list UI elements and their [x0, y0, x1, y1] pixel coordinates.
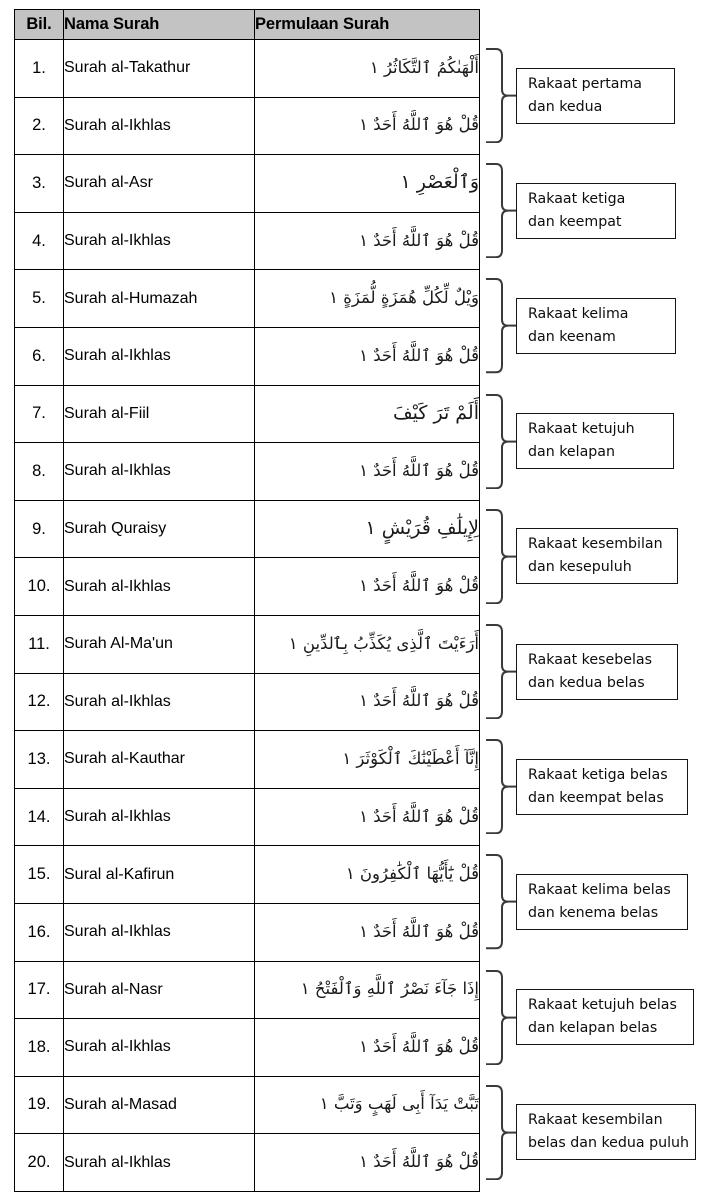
rakaat-label-line-1: Rakaat kelima belas: [528, 882, 671, 898]
rakaat-label-box: [516, 644, 678, 700]
row-number: 16.: [15, 903, 64, 961]
row-number: 8.: [15, 443, 64, 501]
surah-name: Surah al-Takathur: [64, 40, 255, 98]
surah-opening-cell: [255, 155, 480, 213]
row-number: 9.: [15, 500, 64, 558]
surah-name: Surah al-Ikhlas: [64, 903, 255, 961]
table-row: [15, 846, 480, 904]
surah-opening-cell: [255, 961, 480, 1019]
surah-opening-cell: [255, 673, 480, 731]
rakaat-label-box: [516, 989, 694, 1045]
surah-opening-arabic: وَيْلٌ لِّكُلِّ هُمَزَةٍ لُّمَزَةٍ ١: [329, 288, 479, 308]
surah-opening-arabic: قُلْ هُوَ ٱللَّهُ أَحَدٌ ١: [359, 806, 479, 826]
group-brace-icon: [484, 854, 520, 949]
surah-opening-arabic: قُلْ هُوَ ٱللَّهُ أَحَدٌ ١: [359, 230, 479, 250]
table-row: [15, 615, 480, 673]
row-number: 20.: [15, 1134, 64, 1192]
surah-opening-arabic: إِذَا جَآءَ نَصْرُ ٱللَّهِ وَٱلْفَتْحُ ١: [300, 979, 479, 999]
table-row: [15, 903, 480, 961]
surah-name: Surah al-Ikhlas: [64, 212, 255, 270]
group-brace-icon: [484, 163, 520, 258]
column-header-nama-surah: Nama Surah: [64, 10, 255, 40]
surah-name: Surah Quraisy: [64, 500, 255, 558]
surah-name: Surah al-Nasr: [64, 961, 255, 1019]
surah-opening-arabic: أَرَءَيْتَ ٱلَّذِى يُكَذِّبُ بِٱلدِّينِ ١: [288, 633, 479, 653]
surah-opening-cell: [255, 327, 480, 385]
rakaat-label-line-1: Rakaat ketiga: [528, 190, 626, 207]
row-number: 18.: [15, 1019, 64, 1077]
surah-opening-cell: [255, 443, 480, 501]
surah-opening-arabic: إِنَّآ أَعْطَيْنَٰكَ ٱلْكَوْثَرَ ١: [342, 748, 479, 768]
rakaat-label-line-2: dan keempat belas: [528, 789, 664, 806]
table-row: [15, 212, 480, 270]
table-row: [15, 500, 480, 558]
column-header-bil: Bil.: [15, 10, 64, 40]
surah-opening-cell: [255, 846, 480, 904]
rakaat-label-line-1: Rakaat kelima: [528, 306, 629, 322]
surah-opening-cell: [255, 212, 480, 270]
table-row: [15, 385, 480, 443]
surah-name: Surah al-Ikhlas: [64, 673, 255, 731]
header-row: [15, 10, 480, 40]
surah-opening-cell: [255, 1134, 480, 1192]
group-brace-icon: [484, 509, 520, 604]
surah-opening-arabic: أَلْهَىٰكُمُ ٱلتَّكَاثُرُ ١: [369, 57, 479, 77]
table-row: [15, 558, 480, 616]
surah-name: Surah Al-Ma'un: [64, 615, 255, 673]
table-row: [15, 961, 480, 1019]
surah-opening-arabic: قُلْ هُوَ ٱللَّهُ أَحَدٌ ١: [359, 115, 479, 135]
rakaat-label-box: [516, 298, 676, 354]
table-body: [15, 40, 480, 1192]
table-row: [15, 155, 480, 213]
rakaat-label-line-2: dan kelapan belas: [528, 1020, 658, 1037]
rakaat-label-line-1: Rakaat pertama: [528, 75, 643, 92]
surah-opening-arabic: قُلْ هُوَ ٱللَّهُ أَحَدٌ ١: [359, 460, 479, 480]
rakaat-label-line-1: Rakaat kesembilan: [528, 536, 663, 553]
group-brace-icon: [484, 1085, 520, 1180]
rakaat-label-line-1: Rakaat kesembilan: [528, 1112, 663, 1129]
surah-opening-arabic: قُلْ هُوَ ٱللَّهُ أَحَدٌ ١: [359, 1152, 479, 1172]
row-number: 6.: [15, 327, 64, 385]
table-row: [15, 1076, 480, 1134]
rakaat-label-line-2: dan keempat: [528, 213, 622, 230]
surah-opening-arabic: قُلْ يَٰٓأَيُّهَا ٱلْكَٰفِرُونَ ١: [345, 864, 479, 884]
rakaat-label-line-2: dan kedua: [528, 98, 603, 115]
rakaat-label-box: [516, 874, 688, 930]
surah-opening-arabic: قُلْ هُوَ ٱللَّهُ أَحَدٌ ١: [359, 345, 479, 365]
surah-opening-arabic: قُلْ هُوَ ٱللَّهُ أَحَدٌ ١: [359, 576, 479, 596]
surah-name: Surah al-Ikhlas: [64, 97, 255, 155]
row-number: 12.: [15, 673, 64, 731]
surah-opening-cell: [255, 500, 480, 558]
row-number: 17.: [15, 961, 64, 1019]
surah-opening-cell: [255, 97, 480, 155]
table-row: [15, 40, 480, 98]
rakaat-label-box: [516, 759, 688, 815]
rakaat-label-line-2: dan kelapan: [528, 444, 615, 461]
rakaat-label-line-2: dan kesepuluh: [528, 559, 632, 576]
rakaat-label-line-2: dan kedua belas: [528, 674, 645, 691]
surah-name: Surah al-Fiil: [64, 385, 255, 443]
group-brace-icon: [484, 624, 520, 719]
surah-opening-cell: [255, 558, 480, 616]
table-row: [15, 443, 480, 501]
rakaat-label-line-1: Rakaat ketiga belas: [528, 766, 668, 783]
rakaat-label-line-2: dan keenam: [528, 329, 616, 345]
surah-name: Surah al-Ikhlas: [64, 1019, 255, 1077]
surah-opening-cell: [255, 903, 480, 961]
group-brace-icon: [484, 970, 520, 1065]
group-brace-icon: [484, 739, 520, 834]
table-header: [15, 10, 480, 40]
surah-opening-arabic: قُلْ هُوَ ٱللَّهُ أَحَدٌ ١: [359, 691, 479, 711]
surah-name: Sural al-Kafirun: [64, 846, 255, 904]
row-number: 4.: [15, 212, 64, 270]
table-row: [15, 1134, 480, 1192]
surah-name: Surah al-Ikhlas: [64, 788, 255, 846]
row-number: 3.: [15, 155, 64, 213]
row-number: 15.: [15, 846, 64, 904]
row-number: 1.: [15, 40, 64, 98]
surah-opening-cell: [255, 731, 480, 789]
surah-opening-cell: [255, 40, 480, 98]
row-number: 5.: [15, 270, 64, 328]
table-row: [15, 1019, 480, 1077]
group-brace-icon: [484, 394, 520, 489]
table-row: [15, 270, 480, 328]
surah-name: Surah al-Masad: [64, 1076, 255, 1134]
row-number: 10.: [15, 558, 64, 616]
rakaat-label-line-2: belas dan kedua puluh: [528, 1135, 690, 1152]
surah-opening-arabic: وَٱلْعَصْرِ ١: [400, 171, 479, 194]
surah-opening-cell: [255, 270, 480, 328]
surah-opening-arabic: قُلْ هُوَ ٱللَّهُ أَحَدٌ ١: [359, 921, 479, 941]
row-number: 2.: [15, 97, 64, 155]
rakaat-label-line-1: Rakaat ketujuh: [528, 421, 635, 438]
surah-opening-cell: [255, 1019, 480, 1077]
surah-name: Surah al-Humazah: [64, 270, 255, 328]
row-number: 19.: [15, 1076, 64, 1134]
table-row: [15, 673, 480, 731]
group-brace-icon: [484, 278, 520, 373]
rakaat-label-box: [516, 528, 678, 584]
table-row: [15, 327, 480, 385]
surah-name: Surah al-Asr: [64, 155, 255, 213]
row-number: 11.: [15, 615, 64, 673]
rakaat-label-box: [516, 1104, 696, 1160]
surah-opening-cell: [255, 385, 480, 443]
rakaat-label-box: [516, 183, 676, 239]
surah-table: [14, 9, 480, 1192]
surah-name: Surah al-Kauthar: [64, 731, 255, 789]
surah-opening-arabic: قُلْ هُوَ ٱللَّهُ أَحَدٌ ١: [359, 1036, 479, 1056]
surah-opening-cell: [255, 788, 480, 846]
rakaat-label-box: [516, 413, 674, 469]
surah-opening-arabic: أَلَمْ تَرَ كَيْفَ: [392, 401, 479, 424]
table-row: [15, 97, 480, 155]
group-brace-icon: [484, 48, 520, 143]
surah-name: Surah al-Ikhlas: [64, 1134, 255, 1192]
row-number: 14.: [15, 788, 64, 846]
surah-opening-cell: [255, 615, 480, 673]
surah-opening-arabic: تَبَّتْ يَدَآ أَبِى لَهَبٍ وَتَبَّ ١: [319, 1094, 479, 1114]
column-header-permulaan-surah: Permulaan Surah: [255, 10, 480, 40]
surah-opening-cell: [255, 1076, 480, 1134]
row-number: 7.: [15, 385, 64, 443]
rakaat-label-line-1: Rakaat kesebelas: [528, 651, 652, 668]
surah-name: Surah al-Ikhlas: [64, 443, 255, 501]
rakaat-label-line-1: Rakaat ketujuh belas: [528, 997, 677, 1014]
surah-name: Surah al-Ikhlas: [64, 327, 255, 385]
table-row: [15, 731, 480, 789]
table-row: [15, 788, 480, 846]
surah-name: Surah al-Ikhlas: [64, 558, 255, 616]
row-number: 13.: [15, 731, 64, 789]
rakaat-label-box: [516, 68, 675, 124]
surah-opening-arabic: لِإِيلَٰفِ قُرَيْشٍ ١: [365, 517, 479, 540]
rakaat-label-line-2: dan kenema belas: [528, 905, 659, 921]
